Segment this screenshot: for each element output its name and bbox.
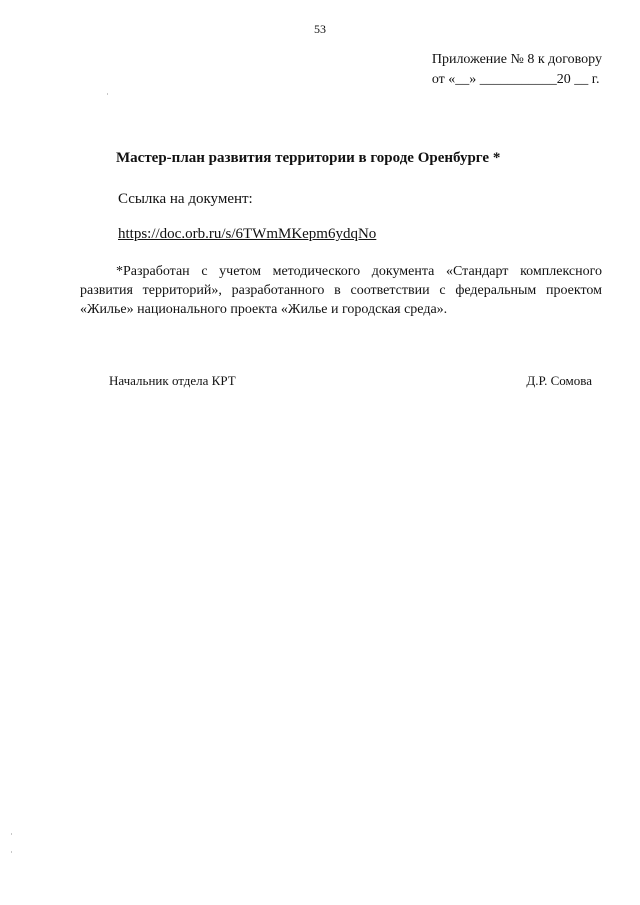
scan-artifact <box>11 833 12 835</box>
scan-artifact <box>107 93 108 95</box>
appendix-header <box>432 50 602 90</box>
page-number: 53 <box>314 22 326 36</box>
signature-role: Начальник отдела КРТ <box>109 373 236 388</box>
signature-name: Д.Р. Сомова <box>526 373 592 388</box>
appendix-title: Приложение № 8 к договору <box>431 52 602 67</box>
footnote-line: *Разработан с учетом методического документа «Стандарт комплексного <box>116 264 602 279</box>
appendix-date-line: от «__» ___________20 __ г. <box>431 72 600 87</box>
footnote-line: развития территорий», разработанного в соответствии с федеральным проектом <box>80 283 602 298</box>
footnote-line: «Жилье» национального проекта «Жилье и городская среда». <box>80 302 448 317</box>
document-link[interactable]: https://doc.orb.ru/s/6TWmMKepm6ydqNo <box>118 226 377 242</box>
scan-artifact <box>11 851 12 853</box>
document-title: Мастер-план развития территории в городе Оренбурге * <box>116 150 501 166</box>
footnote <box>80 262 602 319</box>
link-label: Ссылка на документ: <box>118 191 253 207</box>
